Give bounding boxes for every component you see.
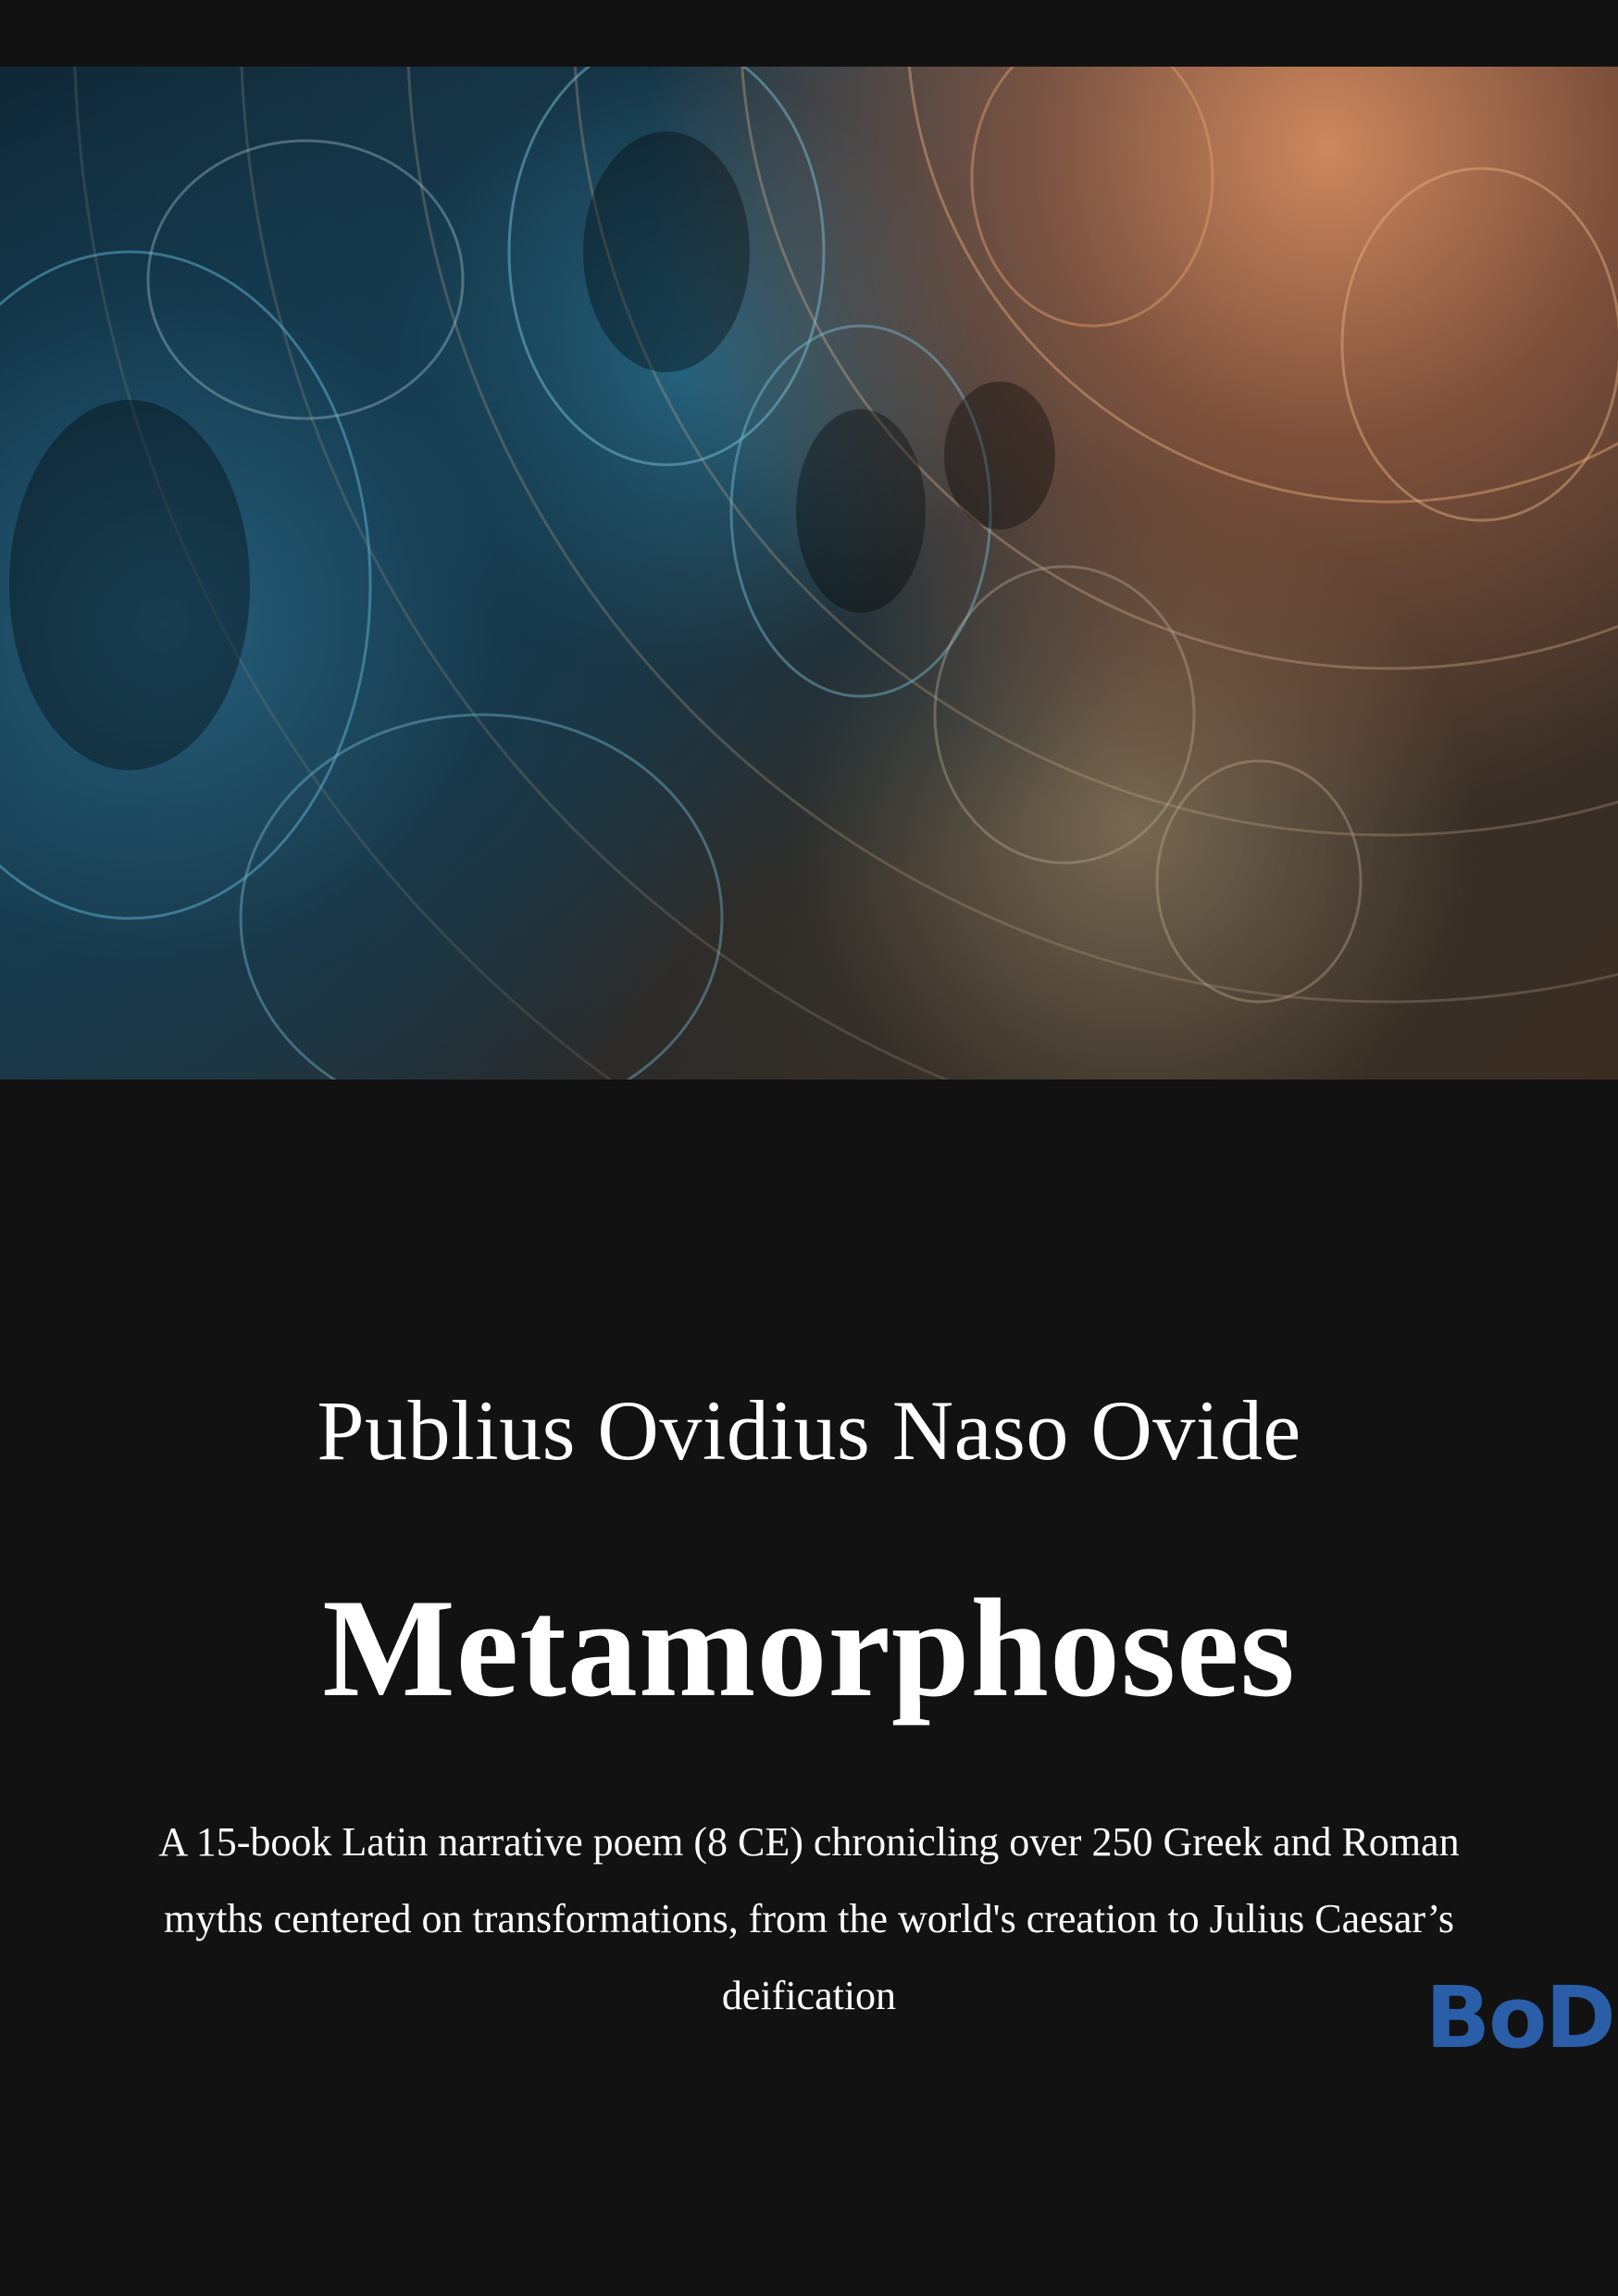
cover-artwork xyxy=(0,67,1618,1079)
publisher-logo: BoD xyxy=(1425,1968,1614,2067)
book-title: Metamorphoses xyxy=(322,1570,1296,1726)
book-description: A 15-book Latin narrative poem (8 CE) chronicling over 250 Greek and Roman myths centered on transformations, from the world's creation to Julius Caesar’s deification xyxy=(158,1819,1460,2018)
book-author: Publius Ovidius Naso Ovide xyxy=(317,1383,1301,1478)
fractal-pattern xyxy=(0,67,1618,1079)
